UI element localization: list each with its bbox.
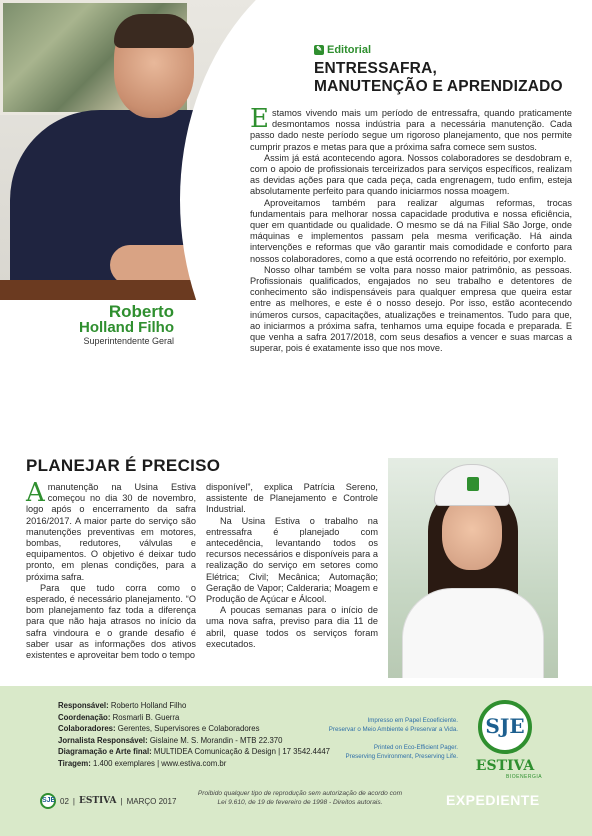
editorial-title <box>314 60 574 96</box>
editorial-icon: ✎ <box>314 45 324 55</box>
magazine-name: ESTIVA <box>78 796 117 806</box>
sje-logo-icon: SJE <box>40 793 56 809</box>
expediente-label: EXPEDIENTE <box>446 792 540 808</box>
paragraph: disponível”, explica Patrícia Sereno, assistente de Planejamento e Controle Industrial. <box>206 482 378 515</box>
issue-date: MARÇO 2017 <box>126 796 177 806</box>
paragraph: Assim já está acontecendo agora. Nossos colaboradores se desdobram e, com o apoio de profissionais terceirizados para serviços específicos, realizam as devidas ações para que cada peça, cada engrenagem, tudo enfim, esteja absolutamente perfeito para quando iniciarmos nossa moagem. <box>250 152 572 197</box>
author-last-name: Holland Filho <box>79 319 174 336</box>
paragraph: stamos vivendo mais um período de entressafra, quando praticamente desmontamos nossa indústria para a necessária manutenção. Cada passo dado neste período segue um rigoroso planejamento, que nos permite cumprir prazos e metas para que a próxima safra comece sem sustos. <box>250 108 572 152</box>
editorial-title-line2: MANUTENÇÃO E APRENDIZADO <box>314 78 563 95</box>
eco-note-pt: Impresso em Papel Ecoeficiente. Preservar o Meio Ambiente é Preservar a Vida. <box>328 717 458 733</box>
section-tag-label: Editorial <box>327 44 372 56</box>
paragraph: Aproveitamos também para realizar algumas reformas, trocas fundamentais para melhorar nossa capacidade produtiva e nossa eficiência, quer em quantidade ou qualidade. O mesmo se dá na Filial São Jorge, onde máquinas e implementos passam pela mesma verificação. Há ainda intervenções e reformas que vão garantir mais comodidade e conforto para nossos colaboradores, como a que está ocorrendo no refeitório, por exemplo. <box>250 197 572 264</box>
hard-hat-icon <box>434 464 510 506</box>
article-column-2 <box>206 482 378 650</box>
paragraph: Nosso olhar também se volta para nosso maior patrimônio, as pessoas. Profissionais qualificados, engajados no seu trabalho e detentores de conhecimento são indispensáveis para qualquer empresa que queira estar entre as melhores, e este é o nosso desejo. Por isso, estão acontecendo inúmeros cursos, capacitações, atualizações e treinamentos. Tudo para que, ao iniciarmos a próxima safra, tenhamos uma equipe focada e preparada. E que venha a safra 2017/2018, com seus desafios a vencer e suas marcas a superar, pois é exatamente isso que nos move. <box>250 264 572 354</box>
article-title: PLANEJAR É PRECISO <box>26 456 221 475</box>
article-column-1 <box>26 478 196 661</box>
legal-notice: Proibido qualquer tipo de reprodução sem autorização de acordo com Lei 9.610, de 19 de fevereiro de 1998 - Direitos autorais. <box>197 790 403 806</box>
credits: Responsável: Roberto Holland Filho Coordenação: Rosmarli B. Guerra Colaboradores: Gerentes, Supervisores e Colaboradores Jornalista Responsável: Gislaine M. S. Morandin - MTB 22.370 Diagramação e Arte final: MULTIDEA Comunicação & Design | 17 3542.4447 Tiragem: 1.400 exemplares | www.estiva.com.br <box>58 701 331 768</box>
page-number: 02 <box>60 796 69 806</box>
dropcap: E <box>250 104 269 134</box>
paragraph: A poucas semanas para o início de uma nova safra, previso para dia 11 de abril, quase todos os serviços foram executados. <box>206 605 378 649</box>
paragraph: Para que tudo corra como o esperado, é necessário planejamento. “O bom planejamento faz toda a diferença para que não haja atrasos no início da safra vindoura e o grande desafio é saber usar as informações dos ativos existentes e aproveitar bem todo o tempo <box>26 582 196 661</box>
dropcap: A <box>26 478 45 508</box>
editorial-body <box>250 104 572 354</box>
page-footer: SJE 02 | ESTIVA | MARÇO 2017 <box>40 793 176 809</box>
author-role: Superintendente Geral <box>83 336 174 346</box>
paragraph: Na Usina Estiva o trabalho na entressafra é planejado com antecedência, levantando todos os recursos necessários e disponíveis para a realização do serviço em setores como Elétrica; Civil; Mecânica; Automação; Geração de Vapor; Calderaria; Moagem e Produção de Açúcar e Álcool. <box>206 515 378 605</box>
estiva-logo: SJE ESTIVA BIOENERGIA <box>470 700 540 780</box>
editorial-title-line1: ENTRESSAFRA, <box>314 60 437 77</box>
section-tag <box>314 44 371 56</box>
eco-note-en: Printed on Eco-Efficient Pager. Preserving Environment, Preserving Life. <box>345 744 458 760</box>
author-first-name: Roberto <box>108 302 174 321</box>
paragraph: manutenção na Usina Estiva começou no dia 30 de novembro, logo após o encerramento da safra 2016/2017. A maior parte do serviço são manutenções preventivas em motores, bombas, redutores, válvulas e equipamentos. O objetivo é deixar tudo pronto, em plenas condições, para a próxima safra. <box>26 482 196 582</box>
employee-photo <box>388 458 558 678</box>
